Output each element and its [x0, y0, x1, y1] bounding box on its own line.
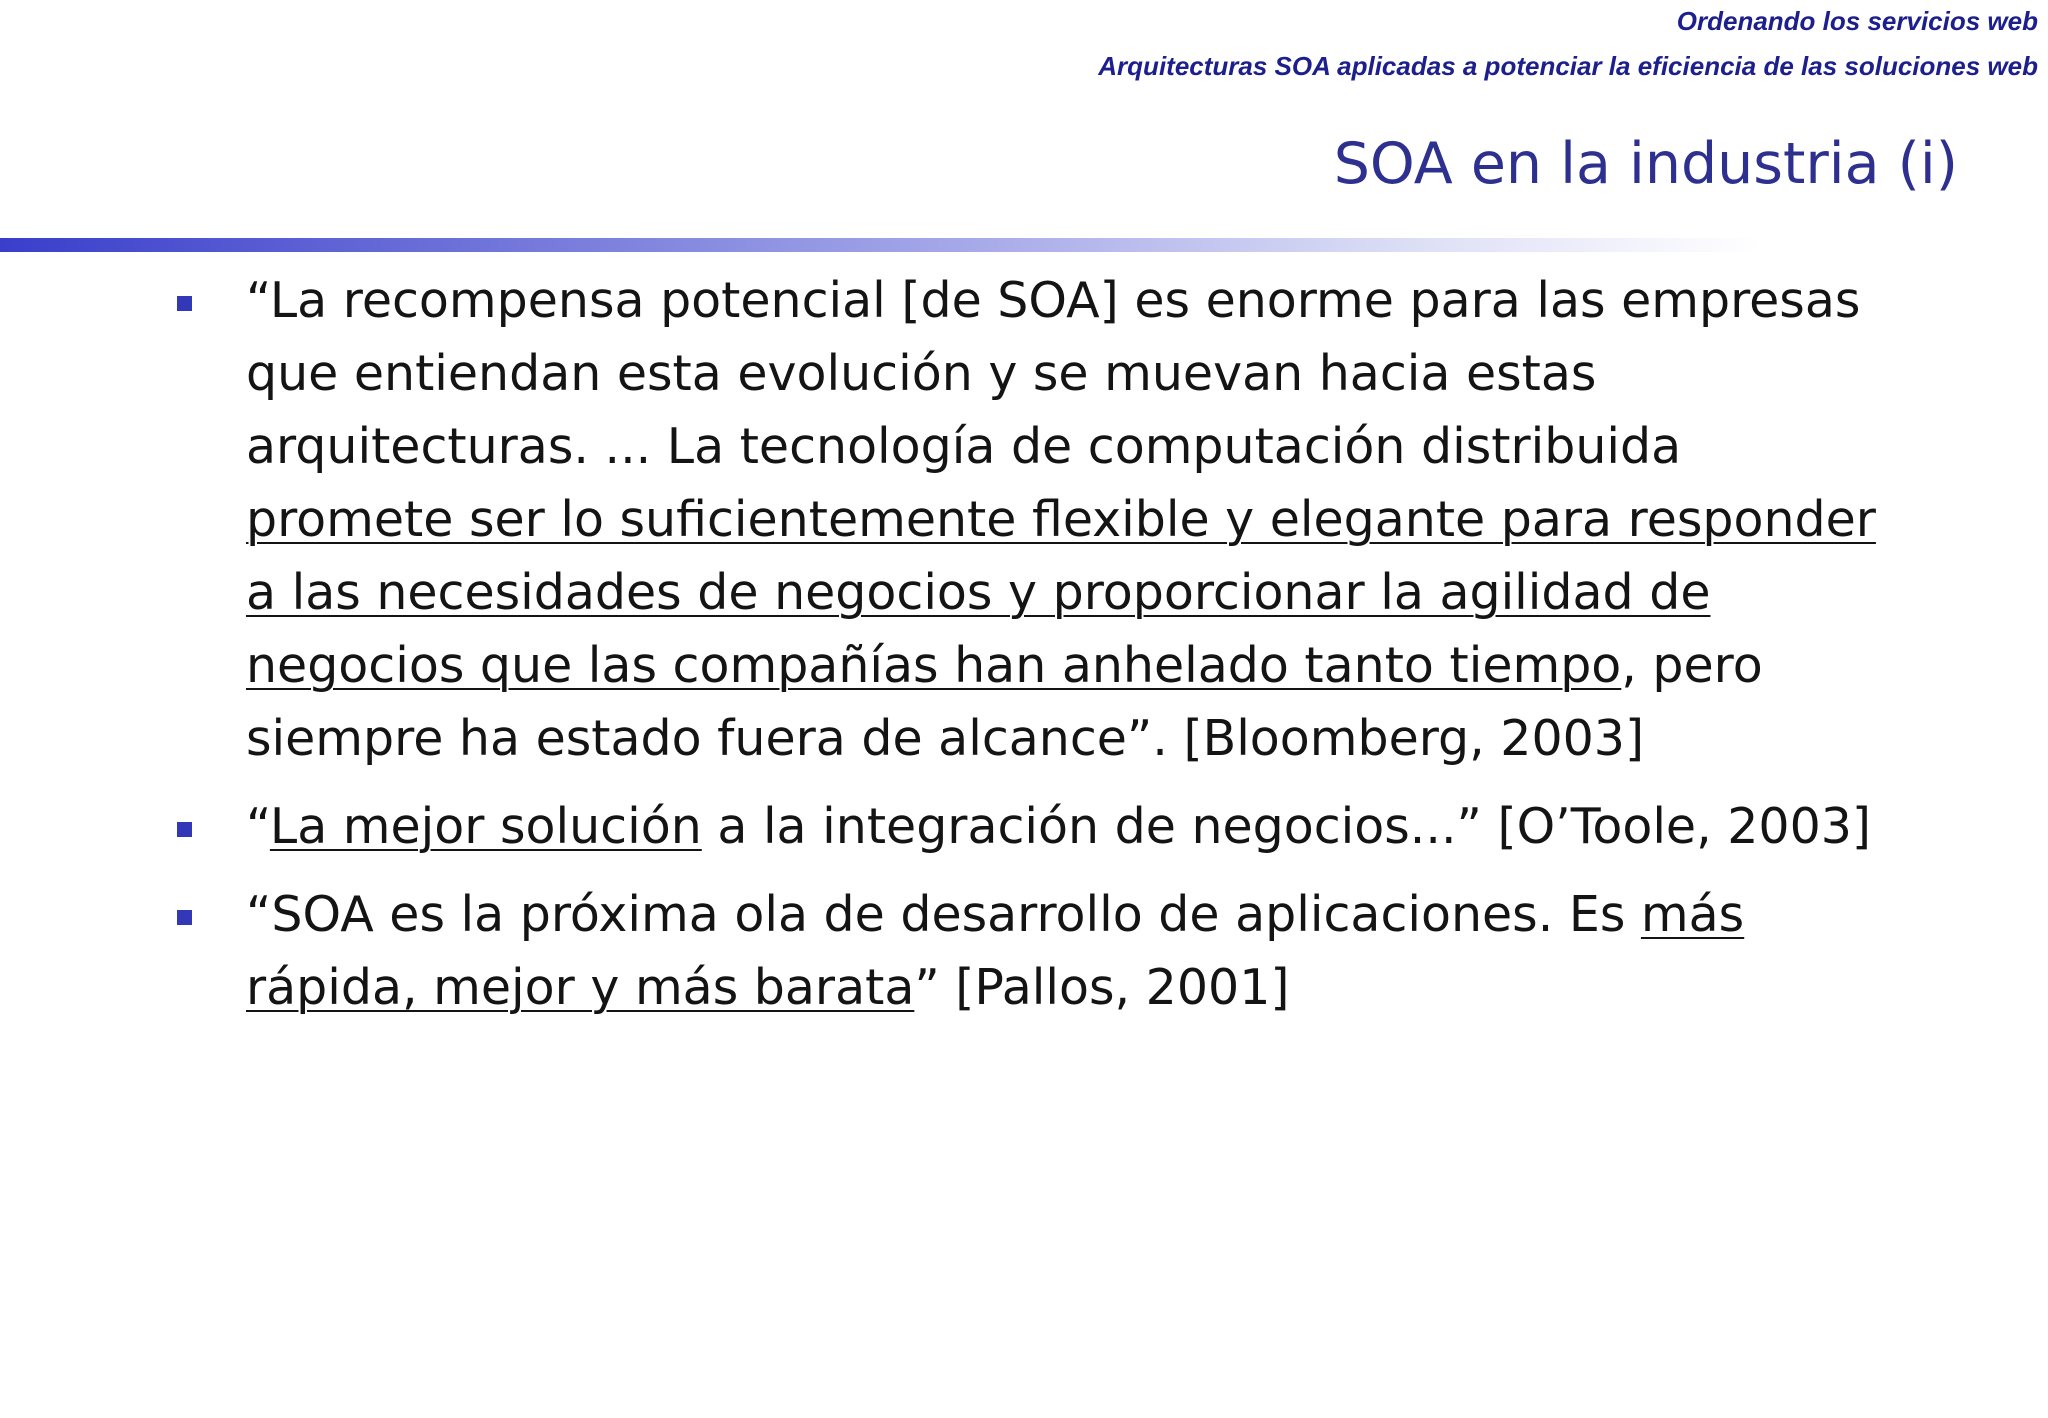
bullet-item-pallos — [0, 878, 2048, 1024]
header-line-2: Arquitecturas SOA aplicadas a potenciar la eficiencia de las soluciones web — [1098, 51, 2038, 81]
quote-underlined-text: La mejor solución — [269, 798, 702, 855]
title-divider — [0, 238, 1760, 252]
bullet-square-icon — [177, 822, 192, 837]
bullet-list — [0, 264, 2048, 1039]
bullet-item-otoole — [0, 790, 2048, 863]
bullet-square-icon — [177, 910, 192, 925]
quote-underlined-text: promete ser lo suficientemente flexible y elegante para responder a las necesidades de negocios y proporcionar la agilidad de negocios que las compañías han anhelado tanto tiempo — [246, 491, 1876, 694]
header-line-1: Ordenando los servicios web — [1676, 6, 2038, 36]
quote-text-end: , pero siempre ha estado fuera de alcance”. [Bloomberg, 2003] — [246, 637, 1763, 767]
bullet-square-icon — [177, 296, 192, 311]
slide-title: SOA en la industria (i) — [1333, 131, 1958, 197]
quote-text-end: a la integración de negocios...” [O’Toole, 2003] — [701, 798, 1872, 855]
quote-text: “ — [246, 798, 270, 855]
bullet-item-bloomberg — [0, 264, 2048, 775]
quote-text: “La recompensa potencial [de SOA] es enorme para las empresas que entiendan esta evolución y se muevan hacia estas arquitecturas. ... La tecnología de computación distribuida — [246, 272, 1861, 475]
quote-underlined-text: más rápida, mejor y más barata — [246, 886, 1745, 1016]
quote-text: “SOA es la próxima ola de desarrollo de aplicaciones. Es — [246, 886, 1641, 943]
quote-text-end: ” [Pallos, 2001] — [914, 959, 1290, 1016]
